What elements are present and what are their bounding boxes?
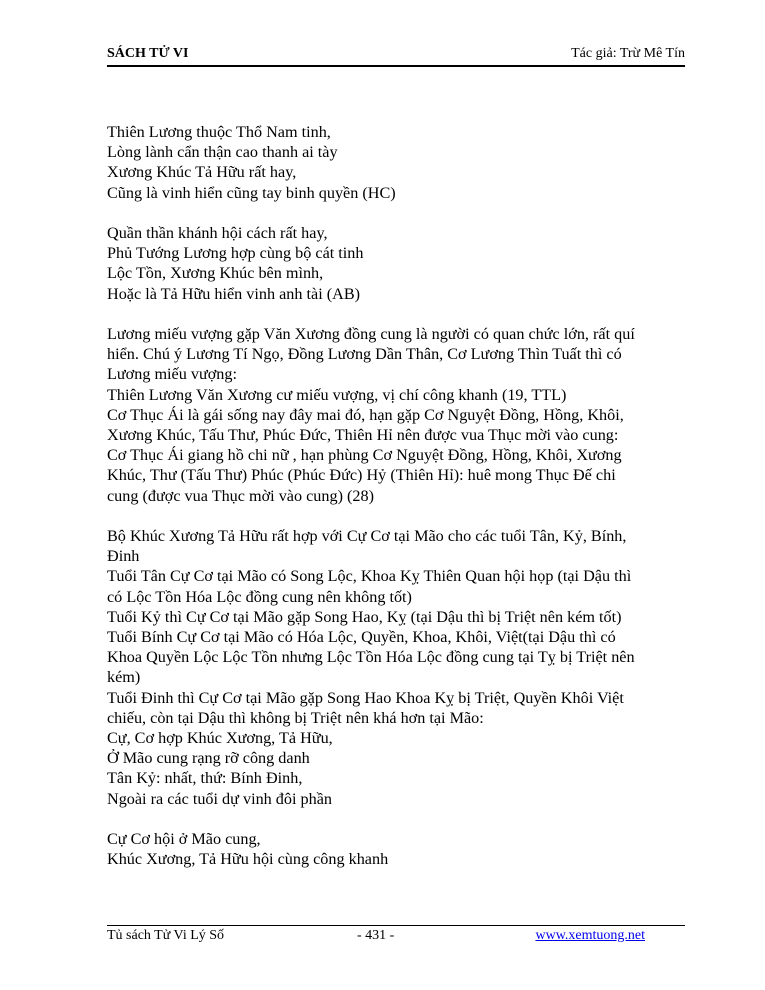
text-line: Khúc, Thư (Tấu Thư) Phúc (Phúc Đức) Hỷ (Thiên Hỉ): huê mong Thục Đế chi <box>107 466 616 485</box>
series-label: Tủ sách Tử Vi Lý Số <box>107 928 225 943</box>
text-line: Tuổi Đinh thì Cự Cơ tại Mão gặp Song Hao Khoa Kỵ bị Triệt, Quyền Khôi Việt <box>107 688 624 707</box>
text-line: hiển. Chú ý Lương Tí Ngọ, Đồng Lương Dần Thân, Cơ Lương Thìn Tuất thì có <box>107 345 622 364</box>
text-line: Lòng lành cẩn thận cao thanh ai tày <box>107 143 338 162</box>
text-line: Khoa Quyền Lộc Lộc Tồn nhưng Lộc Tồn Hóa Lộc đồng cung tại Tỵ bị Triệt nên <box>107 648 635 667</box>
text-line: Tuổi Bính Cự Cơ tại Mão có Hóa Lộc, Quyền, Khoa, Khôi, Việt(tại Dậu thì có <box>107 628 616 647</box>
text-line: Cũng là vinh hiển cũng tay binh quyền (HC) <box>107 183 396 202</box>
book-title: SÁCH TỬ VI <box>107 46 189 61</box>
text-line: Khúc Xương, Tả Hữu hội cùng công khanh <box>107 850 389 869</box>
text-line: Thiên Lương thuộc Thổ Nam tinh, <box>107 123 331 141</box>
text-line: Lương miếu vượng gặp Văn Xương đồng cung là người có quan chức lớn, rất quí <box>107 325 635 343</box>
text-line: Hoặc là Tả Hữu hiển vinh anh tài (AB) <box>107 284 361 303</box>
text-line: chiếu, còn tại Dậu thì không bị Triệt nên khá hơn tại Mão: <box>107 708 484 727</box>
text-line: Tuổi Tân Cự Cơ tại Mão có Song Lộc, Khoa Kỵ Thiên Quan hội họp (tại Dậu thì <box>107 567 632 586</box>
text-line: Bộ Khúc Xương Tả Hữu rất hợp với Cự Cơ tại Mão cho các tuổi Tân, Kỷ, Bính, <box>107 527 627 546</box>
verse-paragraph <box>107 829 697 869</box>
text-line: có Lộc Tồn Hóa Lộc đồng cung nên không tốt) <box>107 587 412 606</box>
author-label: Tác giả: Trừ Mê Tín <box>571 46 685 61</box>
text-line: Cự, Cơ hợp Khúc Xương, Tả Hữu, <box>107 729 333 748</box>
page-footer <box>107 928 685 948</box>
text-line: Thiên Lương Văn Xương cư miếu vượng, vị chí công khanh (19, TTL) <box>107 385 567 404</box>
prose-paragraph <box>107 526 697 809</box>
text-line: Cơ Thục Ái giang hồ chi nữ , hạn phùng Cơ Nguyệt Đồng, Hồng, Khôi, Xương <box>107 446 622 465</box>
verse-paragraph <box>107 122 697 203</box>
text-line: Xương Khúc Tả Hữu rất hay, <box>107 163 297 182</box>
text-line: Đinh <box>107 547 140 566</box>
verse-paragraph <box>107 223 697 304</box>
text-line: Tuổi Kỷ thì Cự Cơ tại Mão gặp Song Hao, Kỵ (tại Dậu thì bị Triệt nên kém tốt) <box>107 607 622 626</box>
text-line: Ngoài ra các tuổi dự vinh đôi phần <box>107 789 332 808</box>
text-line: kém) <box>107 668 141 687</box>
page-body <box>107 122 697 869</box>
footer-divider <box>107 925 685 926</box>
website-link[interactable]: www.xemtuong.net <box>535 928 645 943</box>
prose-paragraph <box>107 324 697 506</box>
text-line: Cơ Thục Ái là gái sống nay đây mai đó, hạn gặp Cơ Nguyệt Đồng, Hồng, Khôi, <box>107 405 624 424</box>
text-line: Cự Cơ hội ở Mão cung, <box>107 830 261 849</box>
text-line: Tân Kỷ: nhất, thứ: Bính Đinh, <box>107 769 303 788</box>
text-line: Xương Khúc, Tấu Thư, Phúc Đức, Thiên Hỉ nên được vua Thục mời vào cung: <box>107 426 619 445</box>
page-header <box>107 46 685 66</box>
text-line: cung (được vua Thục mời vào cung) (28) <box>107 486 374 505</box>
text-line: Quần thần khánh hội cách rất hay, <box>107 224 328 242</box>
text-line: Ở Mão cung rạng rỡ công danh <box>107 749 310 768</box>
text-line: Lộc Tồn, Xương Khúc bên mình, <box>107 264 324 283</box>
text-line: Lương miếu vượng: <box>107 365 237 384</box>
header-divider <box>107 65 685 67</box>
page-number: - 431 - <box>357 928 395 943</box>
text-line: Phủ Tướng Lương hợp cùng bộ cát tinh <box>107 244 364 263</box>
